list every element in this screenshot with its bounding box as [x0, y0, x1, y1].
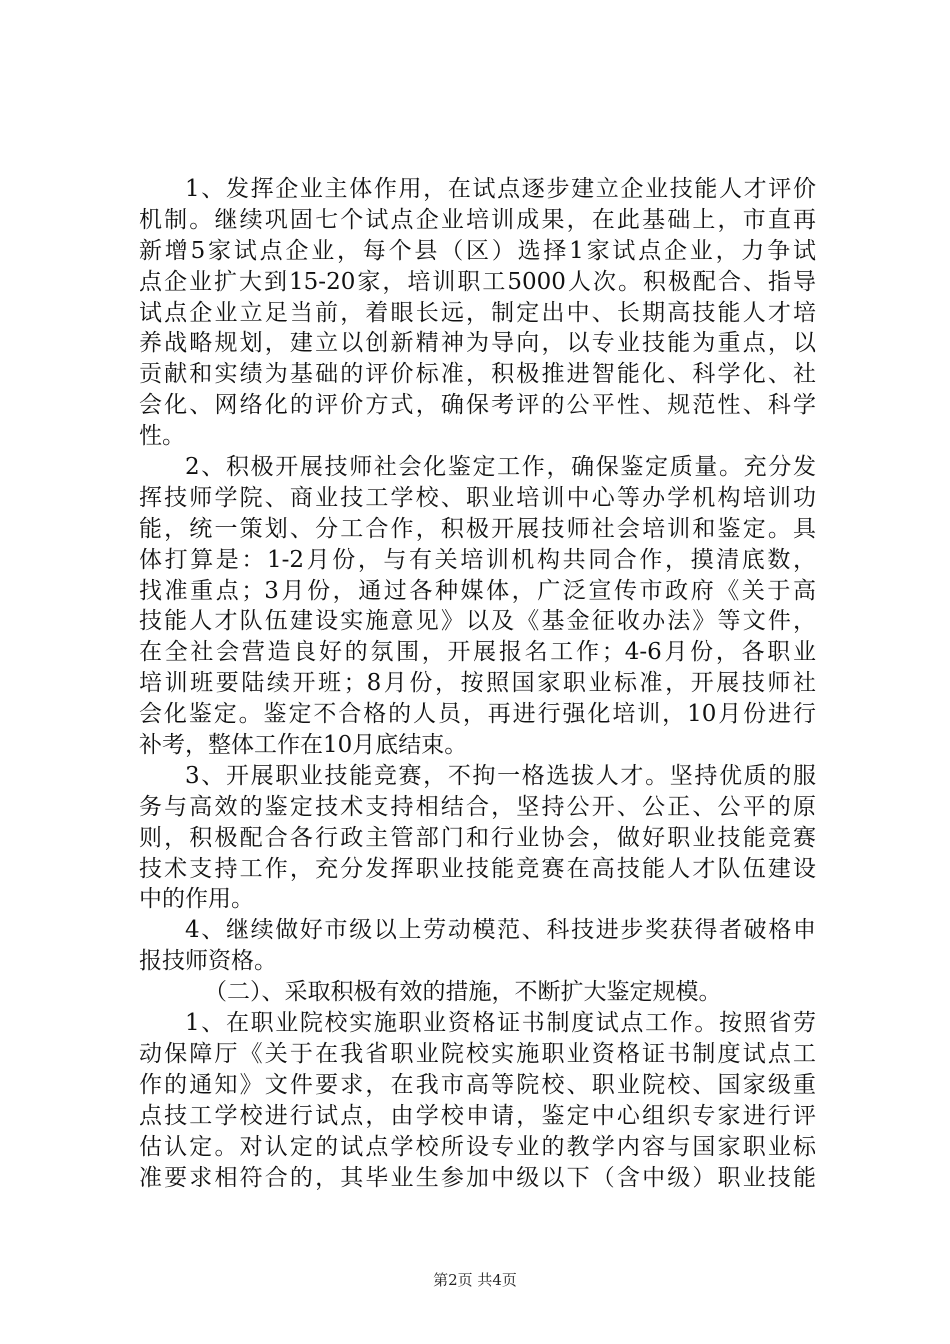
paragraph-line: 则，积极配合各行政主管部门和行业协会，做好职业技能竞赛 — [139, 824, 816, 851]
document-body — [139, 174, 816, 1193]
paragraph-line: 技术支持工作，充分发挥职业技能竞赛在高技能人才队伍建设 — [139, 855, 816, 882]
paragraph-line: 务与高效的鉴定技术支持相结合，坚持公开、公正、公平的原 — [139, 793, 816, 820]
paragraph-line: 报技师资格。 — [139, 948, 277, 975]
paragraph-line: 中的作用。 — [139, 886, 254, 913]
paragraph-line: 会化鉴定。鉴定不合格的人员，再进行强化培训，10月份进行 — [139, 701, 816, 728]
paragraph-line: 作的通知》文件要求，在我市高等院校、职业院校、国家级重 — [139, 1071, 816, 1098]
paragraph-line: 1、发挥企业主体作用，在试点逐步建立企业技能人才评价 — [185, 176, 816, 202]
page-number-footer: 第2页 共4页 — [433, 1271, 517, 1289]
paragraph-line: 在全社会营造良好的氛围，开展报名工作；4-6月份，各职业 — [139, 639, 816, 666]
paragraph-line: 点技工学校进行试点，由学校申请，鉴定中心组织专家进行评 — [139, 1102, 816, 1129]
paragraph-line: 补考，整体工作在10月底结束。 — [139, 732, 468, 759]
paragraph-line: 挥技师学院、商业技工学校、职业培训中心等办学机构培训功 — [139, 484, 816, 511]
paragraph-line: 养战略规划，建立以创新精神为导向，以专业技能为重点，以 — [139, 330, 816, 357]
section-heading: （二）、采取积极有效的措施，不断扩大鉴定规模。 — [204, 979, 722, 1006]
paragraph-line: 体打算是：1-2月份，与有关培训机构共同合作，摸清底数， — [139, 546, 816, 573]
paragraph-line: 试点企业立足当前，着眼长远，制定出中、长期高技能人才培 — [139, 299, 816, 326]
paragraph-line: 1、在职业院校实施职业资格证书制度试点工作。按照省劳 — [185, 1010, 816, 1037]
paragraph-line: 准要求相符合的，其毕业生参加中级以下（含中级）职业技能 — [139, 1164, 816, 1191]
paragraph-line: 能，统一策划、分工合作，积极开展技师社会培训和鉴定。具 — [139, 515, 816, 542]
paragraph-line: 新增5家试点企业，每个县（区）选择1家试点企业，力争试 — [139, 237, 816, 264]
paragraph-line: 估认定。对认定的试点学校所设专业的教学内容与国家职业标 — [139, 1133, 816, 1160]
paragraph-line: 动保障厅《关于在我省职业院校实施职业资格证书制度试点工 — [139, 1040, 816, 1067]
paragraph-line: 机制。继续巩固七个试点企业培训成果，在此基础上，市直再 — [139, 206, 816, 233]
paragraph-line: 3、开展职业技能竞赛，不拘一格选拔人才。坚持优质的服 — [185, 762, 816, 789]
paragraph-line: 贡献和实绩为基础的评价标准，积极推进智能化、科学化、社 — [139, 361, 816, 388]
paragraph-line: 4、继续做好市级以上劳动模范、科技进步奖获得者破格申 — [185, 917, 816, 944]
paragraph-line: 培训班要陆续开班；8月份，按照国家职业标准，开展技师社 — [139, 670, 816, 697]
paragraph-line: 找准重点；3月份，通过各种媒体，广泛宣传市政府《关于高 — [139, 577, 816, 604]
paragraph-line: 性。 — [139, 423, 185, 450]
paragraph-line: 点企业扩大到15-20家，培训职工5000人次。积极配合、指导 — [139, 268, 816, 295]
paragraph-line: 技能人才队伍建设实施意见》以及《基金征收办法》等文件， — [139, 608, 816, 635]
paragraph-line: 2、积极开展技师社会化鉴定工作，确保鉴定质量。充分发 — [185, 454, 816, 481]
paragraph-line: 会化、网络化的评价方式，确保考评的公平性、规范性、科学 — [139, 392, 816, 419]
